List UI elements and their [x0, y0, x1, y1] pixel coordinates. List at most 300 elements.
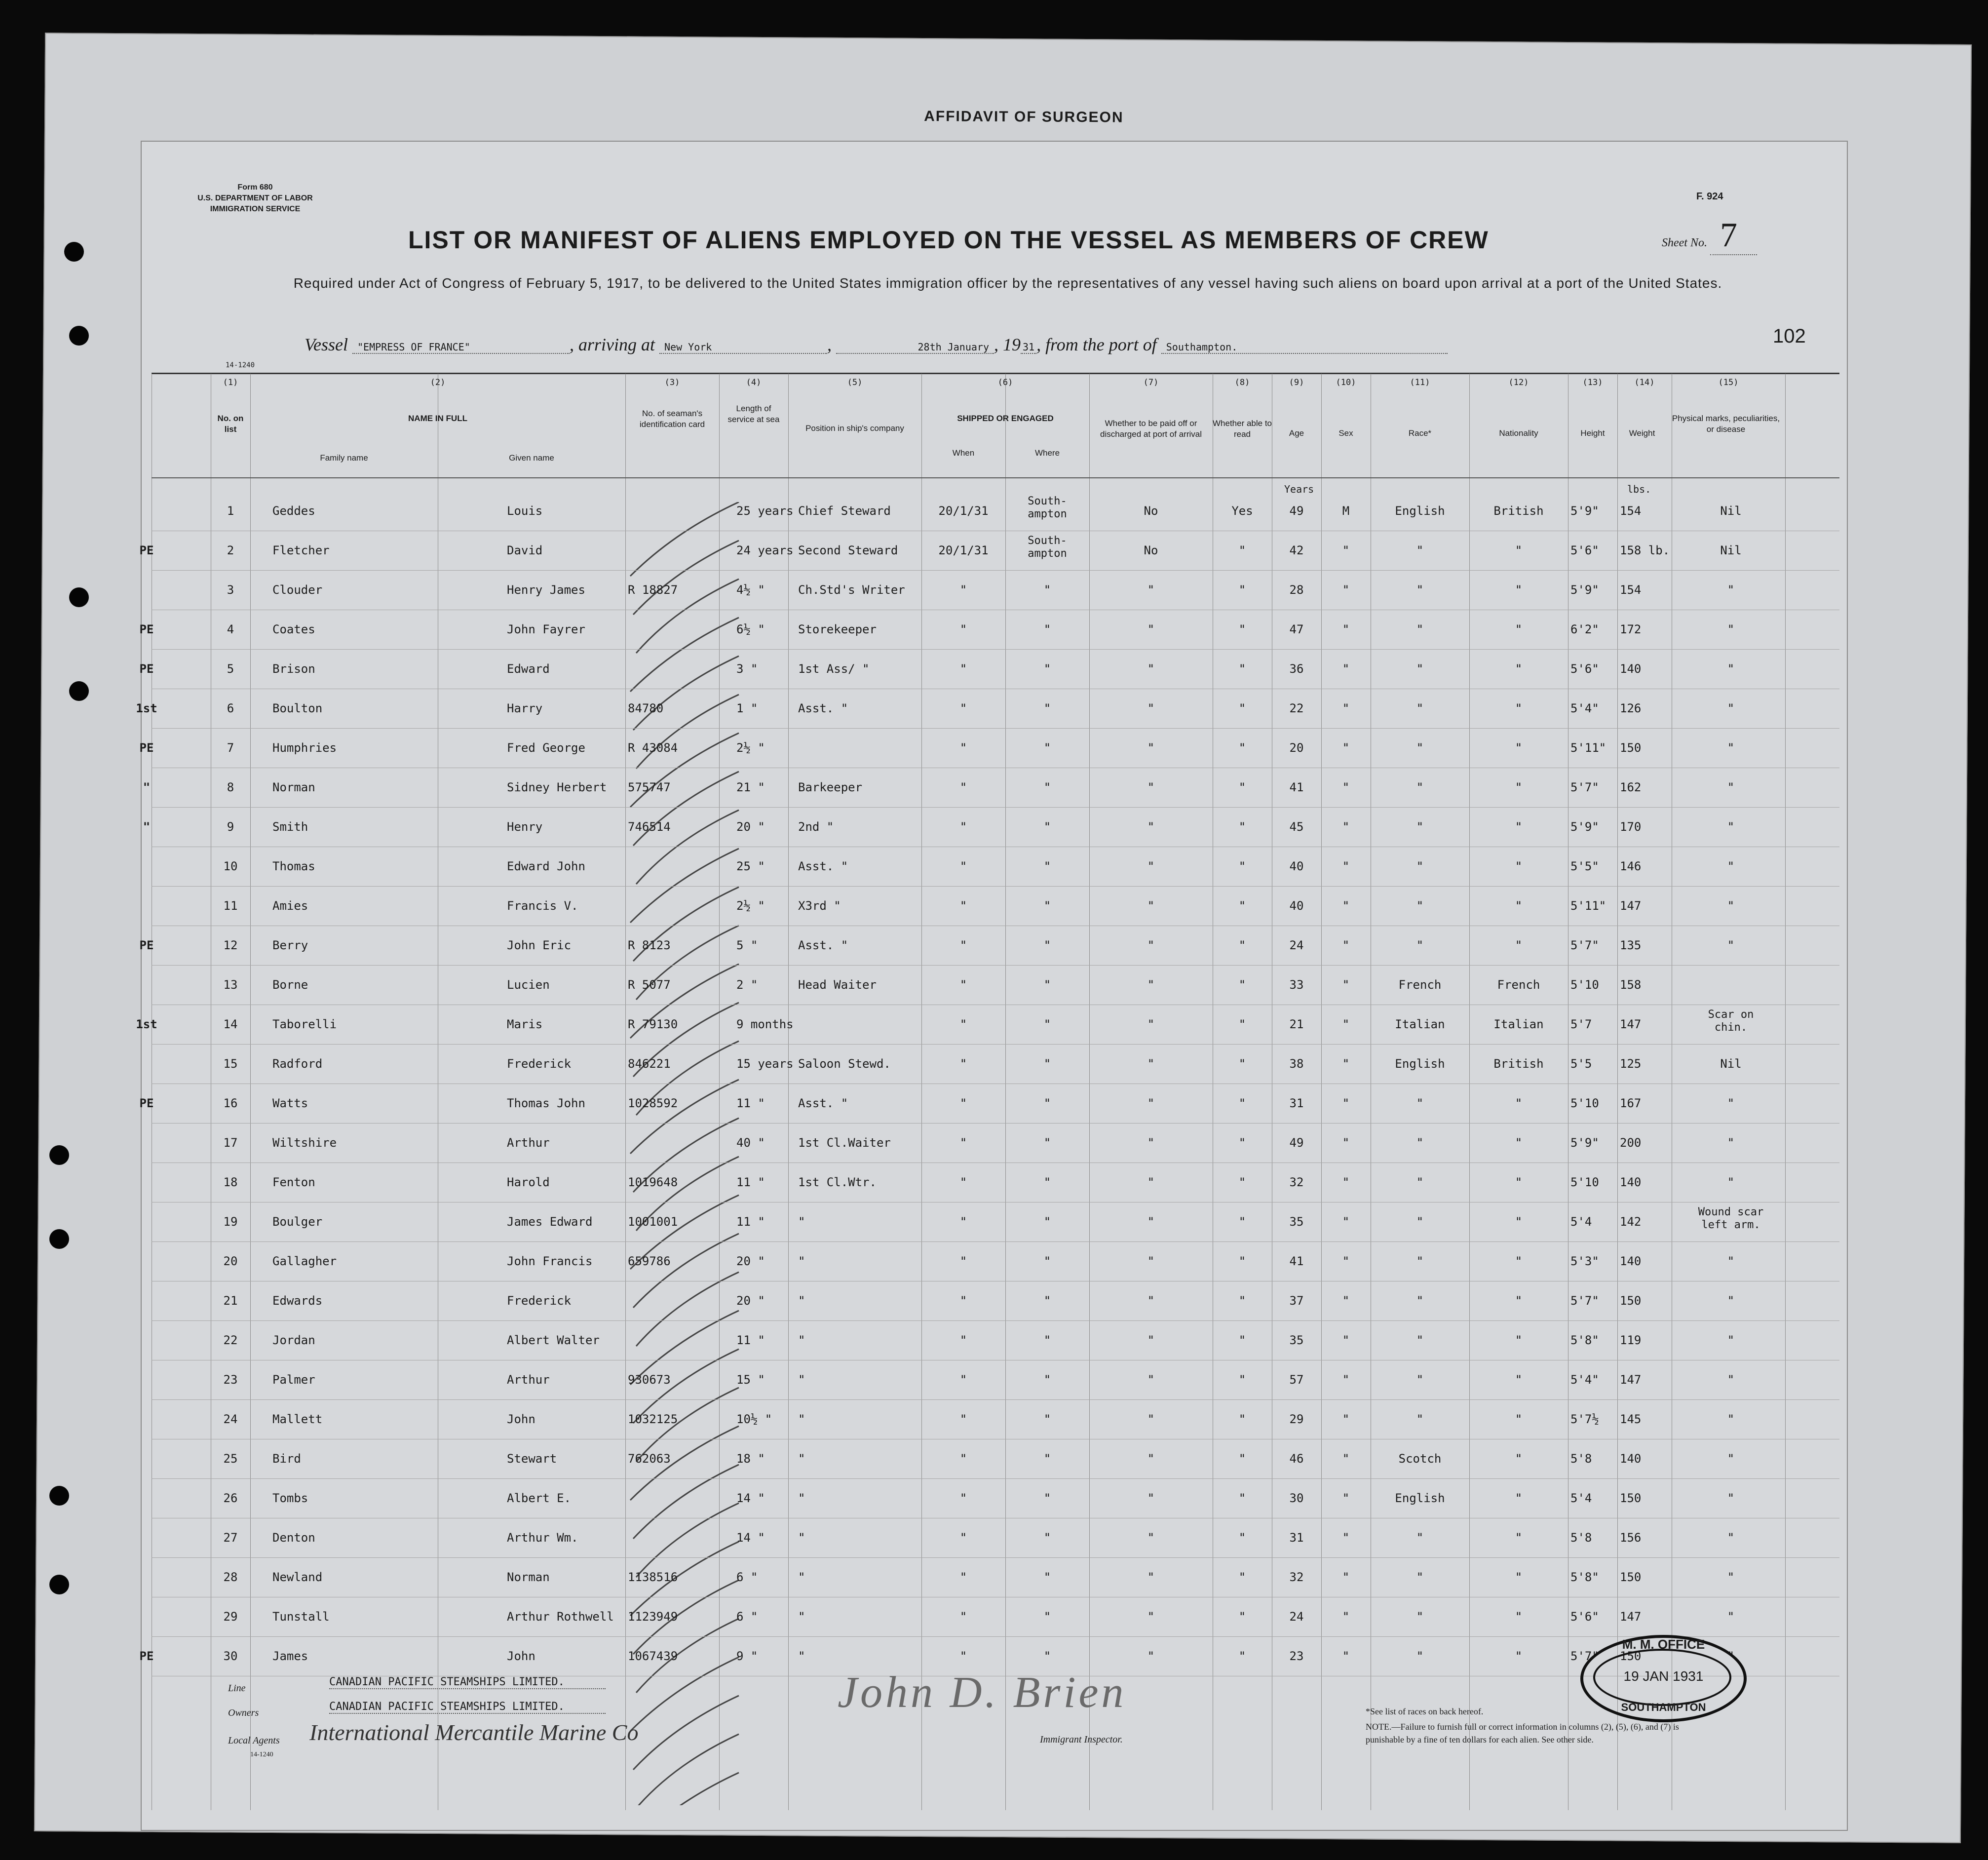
family-name: Borne [272, 978, 308, 992]
weight: 125 [1620, 1057, 1642, 1071]
shipped-where: " [1043, 1412, 1051, 1426]
ship-position: Asst. " [798, 701, 848, 715]
ship-position: " [798, 1649, 805, 1663]
sex: " [1342, 1373, 1350, 1387]
paid-off: " [1147, 859, 1155, 873]
shipped-when: " [959, 1531, 967, 1545]
ship-position: " [798, 1452, 805, 1466]
race: " [1416, 1373, 1424, 1387]
nationality: British [1493, 504, 1544, 518]
ship-position: Storekeeper [798, 622, 877, 636]
year-prefix: , 19 [994, 335, 1021, 354]
arrival-date: 28th January [836, 341, 994, 354]
race: " [1416, 1610, 1424, 1624]
ship-position: 2nd " [798, 820, 834, 834]
left-margin-mark: PE [139, 622, 154, 636]
shipped-where: " [1043, 701, 1051, 715]
length-of-service: 2 " [736, 978, 758, 992]
column-number: (11) [1410, 378, 1430, 388]
nationality: " [1515, 1610, 1523, 1624]
sex: " [1342, 1570, 1350, 1584]
family-name: Watts [272, 1096, 308, 1110]
paid-off: " [1147, 780, 1155, 794]
able-to-read: " [1238, 1452, 1246, 1466]
weight: 150 [1620, 1570, 1642, 1584]
weight: 145 [1620, 1412, 1642, 1426]
given-name: John Eric [507, 938, 572, 952]
nationality: " [1515, 820, 1523, 834]
height: 5'8" [1570, 1333, 1599, 1347]
sex: " [1342, 1017, 1350, 1031]
able-to-read: " [1238, 1215, 1246, 1229]
physical-marks: " [1727, 899, 1735, 913]
row-number: 24 [223, 1412, 238, 1426]
height: 5'9" [1570, 504, 1599, 518]
able-to-read: " [1238, 820, 1246, 834]
header-when: When [952, 448, 975, 458]
sex: " [1342, 1136, 1350, 1150]
row-number: 26 [223, 1491, 238, 1505]
able-to-read: " [1238, 1373, 1246, 1387]
physical-marks: Scar on chin. [1708, 1008, 1754, 1034]
shipped-when: " [959, 1570, 967, 1584]
column-number: (2) [430, 378, 446, 388]
height: 5'9" [1570, 583, 1599, 597]
sex: " [1342, 1333, 1350, 1347]
table-row [152, 1519, 1839, 1558]
given-name: John Francis [507, 1254, 593, 1268]
shipped-where: " [1043, 1452, 1051, 1466]
nationality: British [1493, 1057, 1544, 1071]
table-row [152, 848, 1839, 887]
arrival-port: New York [659, 341, 827, 354]
table-row [152, 1400, 1839, 1439]
column-number: (1) [223, 378, 238, 388]
given-name: Arthur Rothwell [507, 1610, 614, 1624]
table-row [139, 532, 1839, 571]
shipped-when: " [959, 1215, 967, 1229]
shipped-where: " [1043, 1096, 1051, 1110]
paid-off: " [1147, 1096, 1155, 1110]
length-of-service: 4½ " [736, 583, 765, 597]
seaman-card-number: 575747 [628, 780, 671, 794]
ship-position: " [798, 1254, 805, 1268]
length-of-service: 20 " [736, 1294, 765, 1308]
age: 41 [1289, 1254, 1304, 1268]
height: 5'4" [1570, 1373, 1599, 1387]
physical-marks: " [1727, 701, 1735, 715]
race: " [1416, 1531, 1424, 1545]
family-name: Mallett [272, 1412, 323, 1426]
shipped-where: " [1043, 1254, 1051, 1268]
column-number: (10) [1336, 378, 1356, 388]
able-to-read: " [1238, 780, 1246, 794]
seaman-card-number: R 5077 [628, 978, 671, 992]
family-name: Newland [272, 1570, 323, 1584]
shipped-when: " [959, 622, 967, 636]
sex: " [1342, 1412, 1350, 1426]
race: " [1416, 622, 1424, 636]
length-of-service: 14 " [736, 1491, 765, 1505]
shipped-when: " [959, 1294, 967, 1308]
physical-marks: " [1727, 1294, 1735, 1308]
nationality: " [1515, 1570, 1523, 1584]
seaman-card-number: 1067439 [628, 1649, 678, 1663]
height: 5'4" [1570, 701, 1599, 715]
age: 32 [1289, 1570, 1304, 1584]
weight: 150 [1620, 741, 1642, 755]
nationality: " [1515, 1096, 1523, 1110]
header-physical-marks: Physical marks, peculiarities, or disease [1672, 414, 1780, 434]
sex: " [1342, 899, 1350, 913]
weight: 140 [1620, 1254, 1642, 1268]
physical-marks: " [1727, 583, 1735, 597]
age: 40 [1289, 899, 1304, 913]
row-number: 8 [227, 780, 234, 794]
binder-hole [49, 1575, 69, 1594]
physical-marks: " [1727, 780, 1735, 794]
given-name: Harold [507, 1175, 550, 1189]
weight: 154 [1620, 504, 1642, 518]
header-weight: Weight [1629, 428, 1655, 438]
family-name: Humphries [272, 741, 337, 755]
left-margin-mark: PE [139, 662, 154, 676]
binder-hole [64, 242, 84, 262]
row-number: 18 [223, 1175, 238, 1189]
shipped-where: South- ampton [1028, 535, 1067, 560]
age: 28 [1289, 583, 1304, 597]
check-stroke [633, 1696, 739, 1770]
seaman-card-number: 1019648 [628, 1175, 678, 1189]
physical-marks: Nil [1720, 543, 1742, 557]
sex: " [1342, 1215, 1350, 1229]
header-no-on-list: No. on list [217, 414, 244, 434]
owners-label: Owners [228, 1707, 259, 1718]
height: 5'7" [1570, 780, 1599, 794]
height: 5'6" [1570, 1610, 1599, 1624]
weight: 172 [1620, 622, 1642, 636]
page-subtitle: Required under Act of Congress of February 5, 1917, to be delivered to the United States immigration officer by the representatives of any vessel having such aliens on board upon arrival at a port of the United States. [293, 275, 1722, 291]
table-row [152, 492, 1839, 531]
vessel-name: "EMPRESS OF FRANCE" [352, 341, 570, 354]
physical-marks: " [1727, 820, 1735, 834]
paid-off: " [1147, 583, 1155, 597]
physical-marks: Wound scar left arm. [1698, 1206, 1764, 1231]
sex: " [1342, 662, 1350, 676]
row-number: 1 [227, 504, 234, 518]
weight: 150 [1620, 1491, 1642, 1505]
length-of-service: 11 " [736, 1333, 765, 1347]
family-name: Geddes [272, 504, 315, 518]
race: " [1416, 741, 1424, 755]
left-margin-mark: " [143, 780, 151, 794]
weight: 150 [1620, 1294, 1642, 1308]
nationality: " [1515, 780, 1523, 794]
age: 24 [1289, 938, 1304, 952]
race: " [1416, 1294, 1424, 1308]
nationality: " [1515, 1215, 1523, 1229]
height: 5'7" [1570, 938, 1599, 952]
length-of-service: 15 " [736, 1373, 765, 1387]
paid-off: " [1147, 1610, 1155, 1624]
sex: " [1342, 1096, 1350, 1110]
height: 5'7 [1570, 1017, 1592, 1031]
arriving-label: , arriving at [569, 335, 655, 354]
header-name-in-full: NAME IN FULL [408, 414, 467, 423]
family-name: Boulton [272, 701, 323, 715]
family-name: Radford [272, 1057, 323, 1071]
length-of-service: 18 " [736, 1452, 765, 1466]
height: 5'10 [1570, 978, 1599, 992]
nationality: Italian [1493, 1017, 1544, 1031]
physical-marks: Nil [1720, 504, 1742, 518]
ship-position: " [798, 1412, 805, 1426]
row-number: 17 [223, 1136, 238, 1150]
shipped-where: " [1043, 899, 1051, 913]
column-number: (4) [746, 378, 762, 388]
ship-position: Saloon Stewd. [798, 1057, 891, 1071]
departure-port: Southampton. [1161, 341, 1448, 354]
able-to-read: " [1238, 583, 1246, 597]
owners-value: CANADIAN PACIFIC STEAMSHIPS LIMITED. [329, 1701, 606, 1714]
able-to-read: " [1238, 1412, 1246, 1426]
sex: " [1342, 1649, 1350, 1663]
shipped-where: " [1043, 820, 1051, 834]
nationality: " [1515, 1333, 1523, 1347]
arrival-year: 31 [1021, 341, 1036, 354]
sheet-number [1662, 216, 1757, 255]
shipped-where: " [1043, 938, 1051, 952]
age: 35 [1289, 1333, 1304, 1347]
row-number: 13 [223, 978, 238, 992]
age: 32 [1289, 1175, 1304, 1189]
nationality: " [1515, 1136, 1523, 1150]
age: 31 [1289, 1531, 1304, 1545]
header-paid-off: Whether to be paid off or discharged at port of arrival [1100, 419, 1202, 439]
nationality: " [1515, 1254, 1523, 1268]
shipped-where: " [1043, 1570, 1051, 1584]
family-name: Wiltshire [272, 1136, 337, 1150]
sex: " [1342, 1531, 1350, 1545]
form-number: Form 680 [237, 183, 273, 192]
length-of-service: 15 years [736, 1057, 794, 1071]
length-of-service: 20 " [736, 820, 765, 834]
paid-off: " [1147, 978, 1155, 992]
given-name: James Edward [507, 1215, 593, 1229]
nationality: " [1515, 583, 1523, 597]
length-of-service: 9 " [736, 1649, 758, 1663]
race: " [1416, 1254, 1424, 1268]
able-to-read: " [1238, 1333, 1246, 1347]
stamp-top: M. M. OFFICE [1622, 1637, 1705, 1652]
paid-off: " [1147, 1294, 1155, 1308]
length-of-service: 25 " [736, 859, 765, 873]
weight: 147 [1620, 899, 1642, 913]
shipped-where: " [1043, 1136, 1051, 1150]
left-margin-mark: " [143, 820, 151, 834]
length-of-service: 5 " [736, 938, 758, 952]
age: 20 [1289, 741, 1304, 755]
age: 57 [1289, 1373, 1304, 1387]
shipped-where: " [1043, 1057, 1051, 1071]
physical-marks: " [1727, 1096, 1735, 1110]
ship-position: " [798, 1531, 805, 1545]
table-row [139, 927, 1839, 966]
age: 35 [1289, 1215, 1304, 1229]
paid-off: " [1147, 1491, 1155, 1505]
nationality: " [1515, 622, 1523, 636]
family-name: James [272, 1649, 308, 1663]
line-label: Line [228, 1683, 246, 1694]
given-name: Louis [507, 504, 543, 518]
physical-marks: " [1727, 741, 1735, 755]
seaman-card-number: 1123949 [628, 1610, 678, 1624]
weight: 147 [1620, 1017, 1642, 1031]
nationality: " [1515, 1412, 1523, 1426]
column-number: (14) [1634, 378, 1655, 388]
age: 47 [1289, 622, 1304, 636]
sheet-value: 7 [1710, 216, 1757, 255]
seaman-card-number: 930673 [628, 1373, 671, 1387]
height: 5'6" [1570, 543, 1599, 557]
age: 21 [1289, 1017, 1304, 1031]
paid-off: " [1147, 1570, 1155, 1584]
height: 5'8 [1570, 1452, 1592, 1466]
race: " [1416, 1570, 1424, 1584]
race: " [1416, 1333, 1424, 1347]
shipped-when: " [959, 1412, 967, 1426]
length-of-service: 25 years [736, 504, 794, 518]
shipped-when: " [959, 1175, 967, 1189]
able-to-read: Yes [1231, 504, 1253, 518]
height: 5'9" [1570, 1136, 1599, 1150]
weight: 170 [1620, 820, 1642, 834]
given-name: Frederick [507, 1057, 572, 1071]
header-where: Where [1034, 448, 1060, 458]
nationality: " [1515, 741, 1523, 755]
family-name: Bird [272, 1452, 301, 1466]
affidavit-title: AFFIDAVIT OF SURGEON [924, 108, 1124, 126]
paid-off: No [1144, 543, 1158, 557]
ship-position: Ch.Std's Writer [798, 583, 905, 597]
form-code: F. 924 [1696, 191, 1723, 202]
shipped-when: 20/1/31 [938, 543, 989, 557]
race: English [1395, 504, 1445, 518]
header-shipped: SHIPPED OR ENGAGED [957, 414, 1054, 423]
stamp-bottom: SOUTHAMPTON [1621, 1701, 1706, 1713]
able-to-read: " [1238, 1175, 1246, 1189]
family-name: Fenton [272, 1175, 315, 1189]
seaman-card-number: 846221 [628, 1057, 671, 1071]
shipped-when: " [959, 899, 967, 913]
header-nationality: Nationality [1499, 428, 1538, 438]
physical-marks: " [1727, 1333, 1735, 1347]
header-rule [152, 373, 1839, 374]
family-name: Amies [272, 899, 308, 913]
seaman-card-number: R 18827 [628, 583, 678, 597]
shipped-when: " [959, 1649, 967, 1663]
able-to-read: " [1238, 899, 1246, 913]
race: " [1416, 662, 1424, 676]
paid-off: " [1147, 938, 1155, 952]
age: 37 [1289, 1294, 1304, 1308]
seaman-card-number: 762063 [628, 1452, 671, 1466]
row-number: 16 [223, 1096, 238, 1110]
shipped-where: " [1043, 859, 1051, 873]
physical-marks: " [1727, 859, 1735, 873]
ship-position: Head Waiter [798, 978, 877, 992]
shipped-when: " [959, 1491, 967, 1505]
physical-marks: " [1727, 1373, 1735, 1387]
height: 5'5" [1570, 859, 1599, 873]
table-row [139, 1085, 1839, 1124]
row-number: 27 [223, 1531, 238, 1545]
weight: 119 [1620, 1333, 1642, 1347]
able-to-read: " [1238, 701, 1246, 715]
shipped-when: " [959, 662, 967, 676]
row-number: 6 [227, 701, 234, 715]
height: 6'2" [1570, 622, 1599, 636]
ship-position: Asst. " [798, 938, 848, 952]
physical-marks: " [1727, 938, 1735, 952]
paid-off: " [1147, 1649, 1155, 1663]
table-row [152, 1282, 1839, 1321]
column-number: (15) [1718, 378, 1739, 388]
age: 41 [1289, 780, 1304, 794]
sex: " [1342, 1491, 1350, 1505]
race: " [1416, 1096, 1424, 1110]
nationality: French [1497, 978, 1540, 992]
paid-off: " [1147, 1215, 1155, 1229]
family-name: Berry [272, 938, 308, 952]
given-name: John [507, 1649, 535, 1663]
table-row [136, 690, 1839, 729]
paid-off: " [1147, 820, 1155, 834]
shipped-where: South- ampton [1028, 495, 1067, 520]
shipped-where: " [1043, 1491, 1051, 1505]
shipped-when: " [959, 938, 967, 952]
ship-position: " [798, 1333, 805, 1347]
weight: 167 [1620, 1096, 1642, 1110]
physical-marks: " [1727, 1610, 1735, 1624]
length-of-service: 10½ " [736, 1412, 772, 1426]
race: " [1416, 780, 1424, 794]
shipped-when: " [959, 780, 967, 794]
race: " [1416, 938, 1424, 952]
family-name: Norman [272, 780, 315, 794]
table-row [152, 1203, 1839, 1242]
given-name: Arthur [507, 1136, 550, 1150]
table-row [152, 1479, 1839, 1518]
length-of-service: 24 years [736, 543, 794, 557]
agents-label: Local Agents [228, 1735, 280, 1746]
weight: 147 [1620, 1373, 1642, 1387]
nationality: " [1515, 899, 1523, 913]
weight: 142 [1620, 1215, 1642, 1229]
nationality: " [1515, 859, 1523, 873]
nationality: " [1515, 1649, 1523, 1663]
sex: " [1342, 1610, 1350, 1624]
length-of-service: 2½ " [736, 741, 765, 755]
race: " [1416, 1412, 1424, 1426]
row-number: 22 [223, 1333, 238, 1347]
left-margin-mark: PE [139, 1649, 154, 1663]
ship-position: Barkeeper [798, 780, 863, 794]
shipped-where: " [1043, 1531, 1051, 1545]
table-row [139, 729, 1839, 768]
row-number: 25 [223, 1452, 238, 1466]
height: 5'3" [1570, 1254, 1599, 1268]
